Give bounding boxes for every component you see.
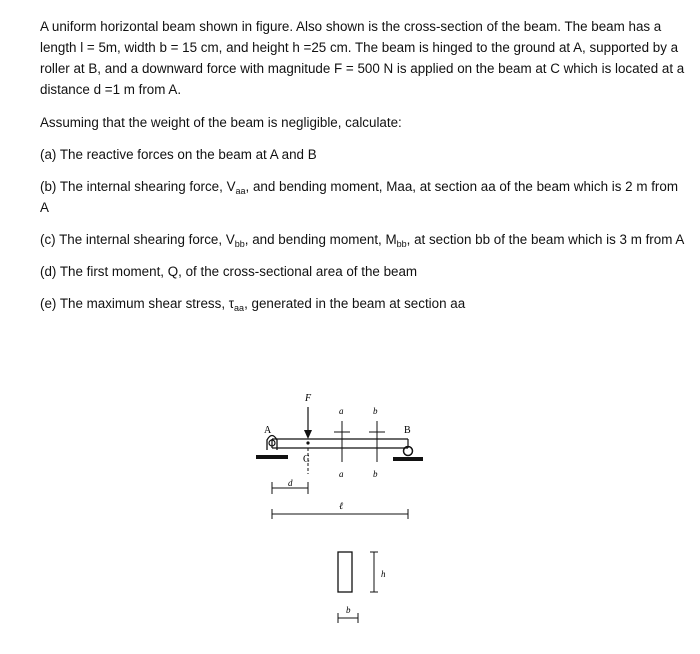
problem-assumption: Assuming that the weight of the beam is negligible, calculate: <box>40 115 402 130</box>
label-A: A <box>264 425 272 436</box>
part-e: (e) The maximum shear stress, $\tau_{aa}$, generated in the beam at section aa <box>40 296 466 313</box>
label-b-bottom: b <box>373 469 378 479</box>
label-b-top: b <box>373 406 378 416</box>
label-h: h <box>381 569 386 579</box>
beam <box>272 439 408 448</box>
beam-figure <box>250 380 450 630</box>
cross-section <box>338 552 378 623</box>
label-b-width: b <box>346 605 351 615</box>
label-C: C <box>303 454 310 465</box>
part-a: (a) The reactive forces on the beam at A and B <box>40 147 317 162</box>
label-F: F <box>305 393 312 404</box>
problem-intro: A uniform horizontal beam shown in figure. Also shown is the cross-section of the beam. The beam has a length l = 5m, width b = 15 cm, and height h =25 cm. The beam is hinged to the ground at A, supported by a roller at B, and a downward force with magnitude F = 500 N is applied on the beam at C which is located at a distance d =1 m from A. <box>40 19 685 97</box>
label-a-top: a <box>339 406 344 416</box>
label-l: ℓ <box>339 501 344 512</box>
section-lines <box>334 421 385 462</box>
label-a-bottom: a <box>339 469 344 479</box>
part-c: (c) The internal shearing force, $V_{bb}$, and bending moment, $M_{bb}$, at section bb of the beam which is 3 m from A <box>40 232 685 249</box>
part-b: (b) The internal shearing force, $V_{aa}$, and bending moment, Maa, at section aa of the beam which is 2 m from A <box>40 179 678 215</box>
problem-text <box>40 16 688 325</box>
label-d: d <box>288 478 293 488</box>
roller-support-icon <box>393 447 423 462</box>
beam-diagram <box>250 380 450 630</box>
label-B: B <box>404 425 411 436</box>
part-d: (d) The first moment, Q, of the cross-sectional area of the beam <box>40 264 418 279</box>
